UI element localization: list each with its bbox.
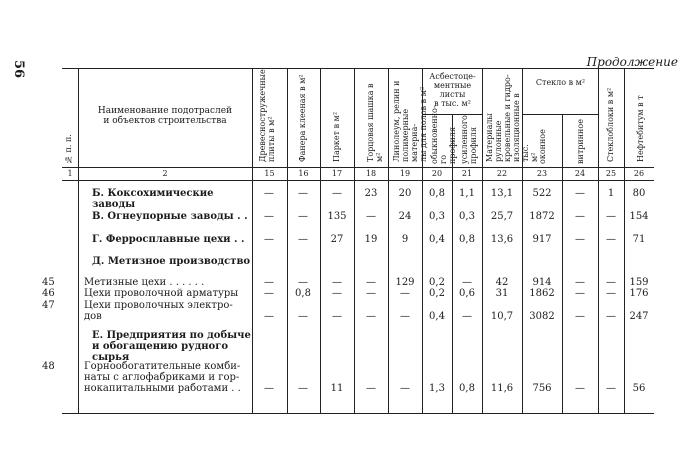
table-cell: —: [298, 311, 308, 322]
table-cell: —: [606, 277, 616, 288]
table-cell: 0,2: [429, 288, 445, 299]
table-cell: —: [575, 311, 585, 322]
header-linoleum: Линолеум, релин и полимерные материа- лы для полов в м²: [392, 80, 428, 162]
table-cell: —: [366, 383, 376, 394]
row-name: В. Огнеупорные заводы . .: [92, 211, 248, 222]
table-cell: 756: [532, 383, 552, 394]
colnum: 22: [496, 169, 508, 178]
colnum: 16: [298, 169, 309, 178]
header-plywood: Фанера клееная в м²: [298, 74, 307, 162]
colnum-bottom-rule: [62, 180, 654, 181]
table-cell: —: [606, 383, 616, 394]
header-name: Наименование подотраслей и объектов строительства: [97, 106, 233, 126]
row-name: Е. Предприятия по добыче и обогащению рудного сырья: [92, 330, 251, 363]
colnum: 20: [431, 169, 443, 178]
table-cell: —: [264, 211, 274, 222]
table-cell: 13,1: [490, 188, 514, 199]
table-cell: 0,8: [295, 288, 311, 299]
colnum: 17: [331, 169, 343, 178]
header-glass: Стекло в м²: [535, 78, 586, 87]
table-cell: 1,1: [459, 188, 475, 199]
table-cell: 19: [364, 234, 378, 245]
table-cell: 9: [401, 234, 409, 245]
table-cell: 914: [532, 277, 552, 288]
table-cell: —: [332, 277, 342, 288]
row-name: Цехи проволочных электро- дов: [84, 300, 233, 322]
colnum: 19: [399, 169, 411, 178]
table-cell: —: [298, 277, 308, 288]
table-cell: 159: [629, 277, 649, 288]
header-glass-blocks: Стеклоблоки в м²: [606, 87, 615, 162]
colnum: 23: [536, 169, 548, 178]
table-cell: —: [264, 288, 274, 299]
table-cell: 135: [327, 211, 347, 222]
colnum: 2: [162, 169, 168, 178]
table-cell: 27: [330, 234, 344, 245]
table-cell: —: [400, 288, 410, 299]
table-cell: 11: [330, 383, 344, 394]
table-cell: —: [366, 211, 376, 222]
table-cell: 247: [629, 311, 649, 322]
table-cell: 31: [495, 288, 509, 299]
row-name: Метизные цехи . . . . . .: [84, 277, 205, 288]
header-chipboard: Древесностружечные плиты в м²: [258, 69, 276, 162]
table-cell: —: [264, 277, 274, 288]
table-cell: —: [332, 188, 342, 199]
table-cell: —: [366, 277, 376, 288]
table-cell: 0,3: [429, 211, 445, 222]
table-cell: 42: [495, 277, 509, 288]
table-cell: 23: [364, 188, 378, 199]
header-regular-profile: обыкновенно- го профиля: [430, 105, 457, 164]
header-num: № п. п.: [64, 134, 73, 164]
table-cell: 1,3: [429, 383, 445, 394]
table-cell: —: [606, 234, 616, 245]
colnum: 15: [264, 169, 275, 178]
table-cell: —: [575, 188, 585, 199]
row-number: 48: [42, 361, 55, 372]
table-cell: 3082: [529, 311, 555, 322]
table-cell: 10,7: [490, 311, 514, 322]
table-top-rule: [62, 68, 654, 69]
table-cell: 522: [532, 188, 552, 199]
table-cell: 0,8: [429, 188, 445, 199]
table-cell: —: [298, 234, 308, 245]
table-cell: 1862: [529, 288, 555, 299]
table-cell: 0,8: [459, 234, 475, 245]
colnum: 26: [633, 169, 645, 178]
row-name: Горнообогатительные комби- наты с аглофабриками и гор- нокапитальными работами . .: [84, 361, 241, 394]
continued-label: Продолжение: [586, 55, 678, 69]
table-cell: —: [298, 383, 308, 394]
row-name: Б. Коксохимические заводы: [92, 188, 214, 210]
table-cell: —: [575, 211, 585, 222]
header-end-block: Торцовая шашка в м²: [366, 83, 384, 162]
table-cell: —: [575, 383, 585, 394]
table-cell: 0,2: [429, 277, 445, 288]
row-number: 46: [42, 288, 55, 299]
table-cell: —: [606, 311, 616, 322]
table-cell: 0,4: [429, 234, 445, 245]
header-parquet: Паркет в м²: [332, 111, 341, 162]
table-cell: —: [264, 234, 274, 245]
table-cell: 80: [632, 188, 646, 199]
table-cell: 1872: [529, 211, 555, 222]
row-name: Цехи проволочной арматуры: [84, 288, 239, 299]
table-cell: 25,7: [490, 211, 514, 222]
table-cell: —: [264, 311, 274, 322]
header-showcase-glass: витринное: [576, 119, 585, 164]
colnum: 21: [461, 169, 473, 178]
vrule: [78, 68, 79, 414]
table-cell: 176: [629, 288, 649, 299]
table-cell: 154: [629, 211, 649, 222]
table-cell: 24: [398, 211, 412, 222]
table-cell: —: [400, 311, 410, 322]
header-roll-materials: Материалы рулонные кровельные и гидро- изоляционные в тыс. м²: [485, 74, 539, 162]
table-cell: —: [462, 277, 472, 288]
table-cell: 0,6: [459, 288, 475, 299]
header-asbestos: Асбестоце- ментные листы в тыс. м²: [429, 72, 476, 108]
table-cell: —: [332, 288, 342, 299]
header-window-glass: оконное: [538, 129, 547, 164]
page-number: 56: [11, 60, 26, 79]
table-cell: 13,6: [490, 234, 514, 245]
table-cell: 11,6: [490, 383, 514, 394]
table-cell: —: [575, 288, 585, 299]
table-cell: 0,3: [459, 211, 475, 222]
table-cell: —: [298, 188, 308, 199]
table-cell: 20: [398, 188, 412, 199]
header-reinforced-profile: усиленного профиля: [460, 115, 478, 164]
row-number: 47: [42, 300, 55, 311]
table-cell: —: [462, 311, 472, 322]
table-cell: —: [400, 383, 410, 394]
materials-table: [42, 68, 654, 414]
table-cell: —: [366, 288, 376, 299]
table-cell: 0,8: [459, 383, 475, 394]
table-cell: 1: [607, 188, 615, 199]
table-cell: —: [264, 383, 274, 394]
table-cell: —: [606, 288, 616, 299]
table-cell: —: [575, 234, 585, 245]
table-cell: —: [298, 211, 308, 222]
table-cell: 0,4: [429, 311, 445, 322]
vrule: [562, 114, 563, 414]
table-bottom-rule: [62, 413, 654, 414]
row-number: 45: [42, 277, 55, 288]
colnum: 25: [605, 169, 617, 178]
table-cell: 129: [395, 277, 415, 288]
table-cell: —: [332, 311, 342, 322]
colnum: 18: [365, 169, 377, 178]
table-cell: —: [575, 277, 585, 288]
table-cell: 71: [632, 234, 646, 245]
header-bottom-rule: [62, 167, 654, 168]
table-cell: 917: [532, 234, 552, 245]
colnum: 1: [67, 169, 73, 178]
row-name: Д. Метизное производство: [92, 256, 251, 267]
row-name: Г. Ферросплавные цехи . .: [92, 234, 245, 245]
header-bitumen: Нефтебитум в т: [636, 95, 645, 162]
table-cell: —: [606, 211, 616, 222]
colnum: 24: [574, 169, 586, 178]
table-cell: —: [264, 188, 274, 199]
table-cell: 56: [632, 383, 646, 394]
table-cell: —: [366, 311, 376, 322]
